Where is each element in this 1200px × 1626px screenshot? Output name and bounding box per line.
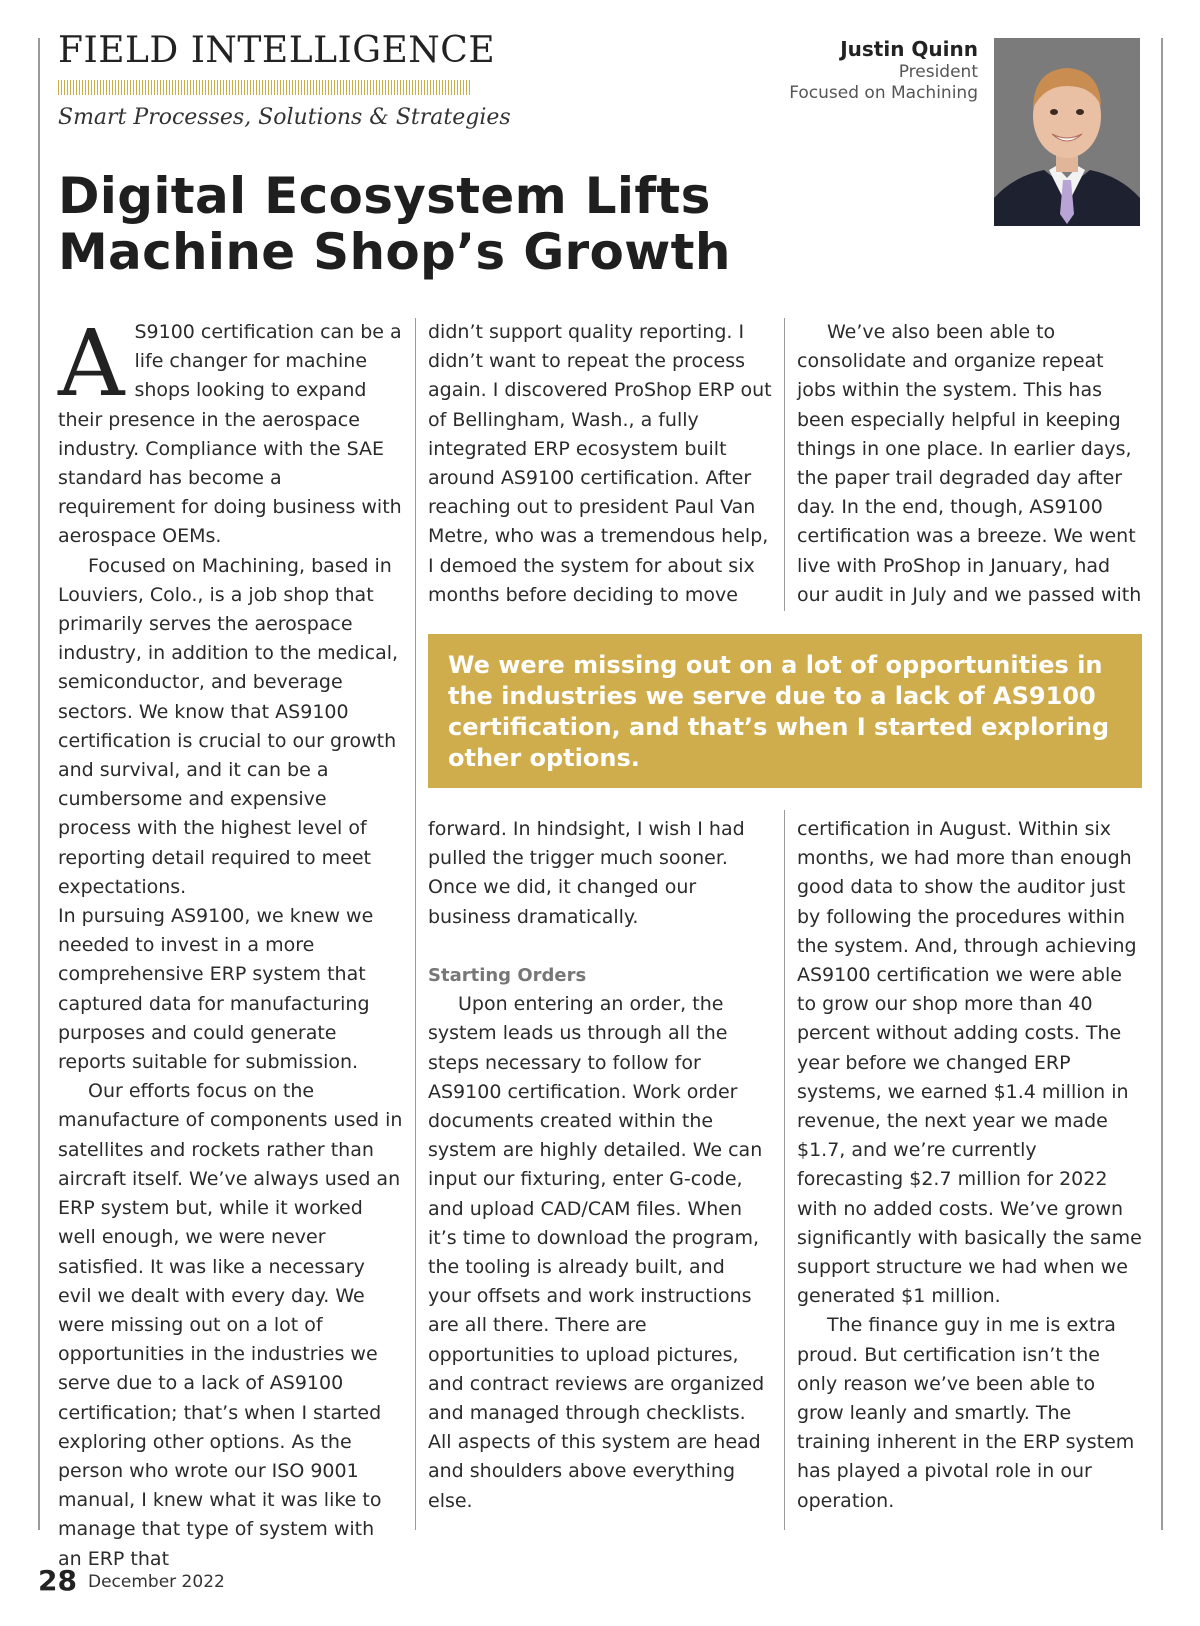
left-border-rule [38,38,40,1530]
headline-line-1: Digital Ecosystem Lifts [58,167,711,225]
page-number: 28 [38,1564,77,1597]
paragraph: In pursuing AS9100, we knew we needed to invest in a more comprehensive ERP system that captured data for manufacturing purposes and could generate reports suitable for submission. [58,905,374,1074]
paragraph: The finance guy in me is extra proud. But certification isn’t the only reason we’ve been able to grow leanly and smartly. The training inherent in the ERP system has played a pivotal role in our operation. [797,1314,1135,1512]
paragraph-text: S9100 certification can be a life changer for machine shops looking to expand their presence in the aerospace industry. Compliance with the SAE standard has become a requirement for doing business with aerospace OEMs. [58,321,402,548]
section-tagline: Smart Processes, Solutions & Strategies [58,105,511,130]
paragraph: certification in August. Within six months, we had more than enough good data to show the auditor just by following the procedures within the system. And, through achieving AS9100 certification we were able to grow our shop more than 40 percent without adding costs. The year before we changed ERP systems, we earned $1.4 million in revenue, the next year we made $1.7, and we’re currently forecasting $2.7 million for 2022 with no added costs. We’ve grown significantly with basically the same support structure we had when we generated $1 million. [797,818,1142,1308]
paragraph: Our efforts focus on the manufacture of components used in satellites and rockets rather than aircraft itself. We’ve always used an ERP system but, while it worked well enough, we were never satisfied. It was like a necessary evil we dealt with every day. We were missing out on a lot of opportunities in the industries we serve due to a lack of AS9100 certification; that’s when I started exploring other options. As the person who wrote our ISO 9001 manual, I knew what it was like to manage that type of system with an ERP that [58,1080,403,1570]
article-column-2-bottom [428,815,773,1516]
column-divider-2-top [784,318,785,611]
pull-quote: We were missing out on a lot of opportunities in the industries we serve due to a lack of AS9100 certification, and that’s when I started exploring other options. [428,634,1142,788]
article-column-2-top [428,318,773,610]
article-column-1 [58,310,403,1574]
article-column-3-top [797,318,1142,610]
column-divider-2-bottom [784,810,785,1530]
column-divider-1 [415,318,416,1530]
article-column-3-bottom [797,815,1142,1516]
paragraph: Focused on Machining, based in Louviers, Colo., is a job shop that primarily serves the aerospace industry, in addition to the medical, semiconductor, and beverage sectors. We know that AS9100 certification is crucial to our growth and survival, and it can be a cumbersome and expensive process with the highest level of reporting detail required to meet expectations. [58,554,399,898]
right-border-rule [1161,38,1163,1530]
paragraph: We’ve also been able to consolidate and organize repeat jobs within the system. This has been especially helpful in keeping things in one place. In earlier days, the paper trail degraded day after day. In the end, though, AS9100 certification was a breeze. We went live with ProShop in January, had our audit in July and we passed with [797,321,1142,606]
author-block [789,36,978,104]
article-headline [58,168,731,280]
author-name: Justin Quinn [840,37,978,61]
drop-cap: A [58,310,125,417]
issue-date: December 2022 [88,1572,225,1592]
author-photo [994,38,1140,226]
headline-line-2: Machine Shop’s Growth [58,223,731,281]
paragraph: Upon entering an order, the system leads us through all the steps necessary to follow for AS9100 certification. Work order documents created within the system are highly detailed. We can input our fixturing, enter G-code, and upload CAD/CAM files. When it’s time to download the program, the tooling is already built, and your offsets and work instructions are all there. There are opportunities to upload pictures, and contract reviews are organized and managed through checklists. All aspects of this system are head and shoulders above everything else. [428,993,765,1512]
subheading: Starting Orders [428,965,587,986]
author-company: Focused on Machining [789,83,978,103]
decorative-hatch-bar [58,80,470,95]
paragraph: forward. In hindsight, I wish I had pulled the trigger much sooner. Once we did, it changed our business dramatically. [428,818,745,928]
section-title: FIELD INTELLIGENCE [58,30,496,71]
paragraph [58,310,403,552]
spacer [428,932,773,961]
paragraph: didn’t support quality reporting. I didn’t want to repeat the process again. I discovered ProShop ERP out of Bellingham, Wash., a fully integrated ERP ecosystem built around AS9100 certification. After reaching out to president Paul Van Metre, who was a tremendous help, I demoed the system for about six months before deciding to move [428,321,772,606]
author-title: President [898,62,978,82]
